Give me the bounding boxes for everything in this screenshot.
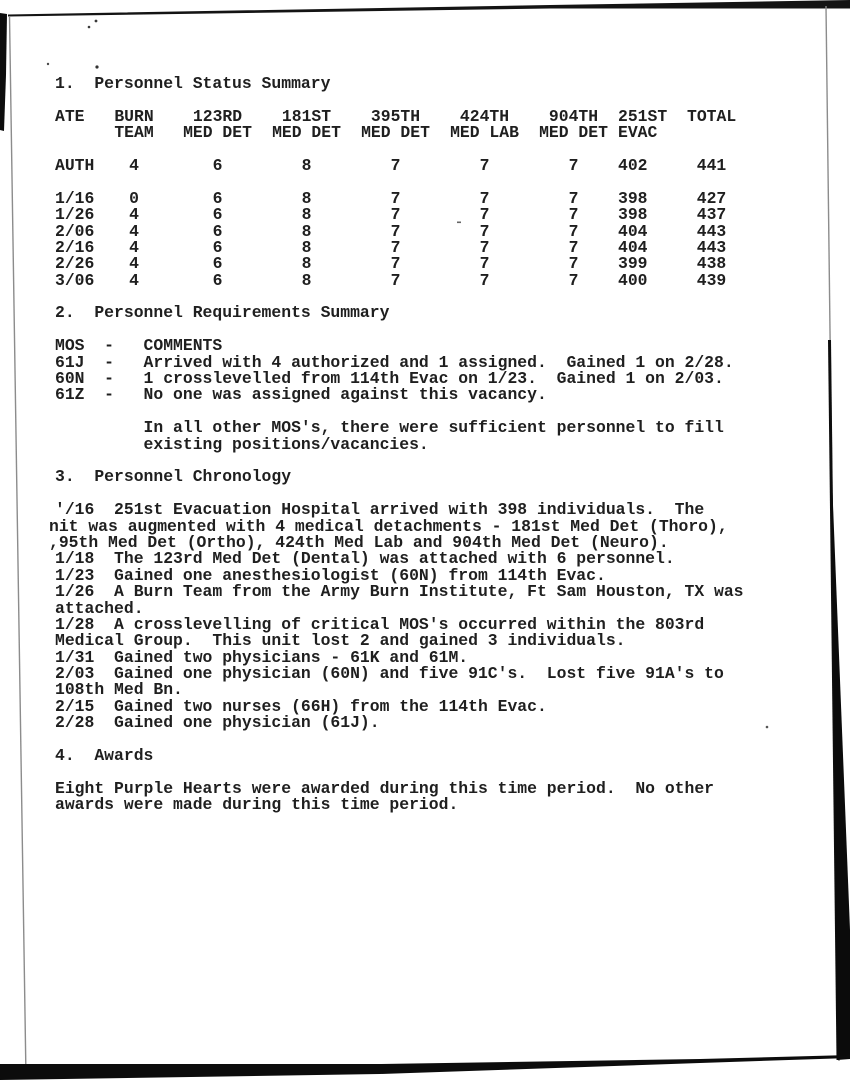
page-edge-left	[10, 16, 27, 1078]
text-line: 61J - Arrived with 4 authorized and 1 assigned. Gained 1 on 2/28.	[55, 352, 734, 372]
text-line: In all other MOS's, there were sufficient personnel to fill	[55, 418, 724, 438]
table-cell: 4	[129, 270, 139, 290]
table-cell: 438	[696, 254, 727, 274]
table-cell: 7	[390, 205, 401, 225]
table-cell: 7	[390, 254, 401, 274]
table-cell: 399	[618, 254, 648, 274]
text-line: '/16 251st Evacuation Hospital arrived with 398 individuals. The	[55, 500, 705, 520]
table-cell: 6	[212, 221, 223, 241]
text-line: Eight Purple Hearts were awarded during this time period. No other	[55, 778, 715, 798]
table-cell: AUTH	[55, 155, 95, 175]
scan-blob-left	[0, 13, 7, 131]
table-cell: 398	[618, 205, 648, 225]
table-cell: 3/06	[55, 270, 95, 290]
table-cell: 8	[301, 237, 312, 257]
table-cell: 6	[212, 155, 223, 175]
table-col-header: 123RD MED DET	[183, 106, 252, 143]
text-line: 2/28 Gained one physician (61J).	[55, 713, 380, 733]
table-col-header: 904TH MED DET	[539, 106, 608, 143]
table-cell: 439	[696, 270, 727, 290]
text-line: ,95th Med Det (Ortho), 424th Med Lab and 904th Med Det (Neuro).	[49, 532, 669, 552]
table-cell: 2/16	[55, 237, 95, 257]
personnel-status-table	[55, 106, 800, 290]
table-cell: 7	[479, 155, 490, 175]
table-col-header: 251ST EVAC	[618, 106, 668, 143]
speck	[88, 26, 91, 29]
table-cell: 8	[301, 254, 312, 274]
speck	[95, 20, 98, 23]
table-cell: 7	[479, 188, 490, 208]
scan-bar-bottom	[0, 1055, 850, 1080]
table-cell: 7	[390, 237, 401, 257]
table-cell: 7	[568, 205, 579, 225]
table-cell: 4	[129, 155, 139, 175]
text-line: 1/28 A crosslevelling of critical MOS's occurred within the 803rd	[55, 614, 705, 634]
table-cell: 4	[129, 205, 139, 225]
table-cell: 443	[696, 237, 727, 257]
text-line: 2/15 Gained two nurses (66H) from the 114th Evac.	[55, 696, 547, 716]
table-cell: 441	[696, 155, 727, 175]
text-line: attached.	[55, 598, 144, 618]
speck	[47, 63, 49, 65]
scan-edge-top	[8, 0, 850, 17]
text-line: Medical Group. This unit lost 2 and gained 3 individuals.	[55, 631, 626, 651]
table-cell: 4	[129, 254, 139, 274]
table-cell: 7	[390, 221, 401, 241]
table-cell: 400	[618, 270, 648, 290]
table-cell: 8	[301, 155, 312, 175]
table-cell: 427	[696, 188, 727, 208]
table-cell: 7	[390, 270, 401, 290]
table-cell: 4	[129, 221, 139, 241]
text-line: MOS - COMMENTS	[55, 336, 223, 356]
table-col-header: TOTAL	[687, 106, 737, 126]
table-cell: 6	[212, 205, 223, 225]
table-cell: 1/26	[55, 205, 95, 225]
section-3-heading: 3. Personnel Chronology	[55, 467, 292, 487]
table-col-header: ATE	[55, 106, 85, 126]
table-cell: 7	[479, 205, 490, 225]
section-4-heading: 4. Awards	[55, 746, 154, 766]
text-line: 60N - 1 crosslevelled from 114th Evac on 1/23. Gained 1 on 2/03.	[55, 369, 724, 389]
table-cell: 404	[618, 221, 648, 241]
table-col-header: 395TH MED DET	[361, 106, 430, 143]
table-cell: 6	[212, 237, 223, 257]
table-cell: 8	[301, 270, 312, 290]
document-body	[49, 74, 800, 815]
text-line: 2/03 Gained one physician (60N) and five 91C's. Lost five 91A's to	[55, 664, 724, 684]
blank-line	[55, 732, 800, 748]
text-line: awards were made during this time period.	[55, 795, 459, 815]
table-cell: 8	[301, 221, 312, 241]
table-cell: 437	[696, 205, 727, 225]
table-cell: 7	[568, 188, 579, 208]
table-cell: 402	[618, 155, 648, 175]
table-cell: 7	[390, 188, 401, 208]
text-line: 1/23 Gained one anesthesiologist (60N) from 114th Evac.	[55, 565, 606, 585]
table-cell: 1/16	[55, 188, 95, 208]
speck	[95, 65, 98, 68]
text-line: nit was augmented with 4 medical detachments - 181st Med Det (Thoro),	[49, 516, 728, 536]
table-cell: 7	[568, 237, 579, 257]
text-line: existing positions/vacancies.	[55, 434, 429, 454]
table-cell: 7	[568, 254, 579, 274]
text-line: 61Z - No one was assigned against this vacancy.	[55, 385, 547, 405]
table-cell: 7	[479, 270, 490, 290]
table-cell: 7	[479, 221, 490, 241]
text-line: 1/26 A Burn Team from the Army Burn Institute, Ft Sam Houston, TX was	[55, 582, 744, 602]
table-cell: 443	[696, 221, 727, 241]
table-cell: 7	[390, 155, 401, 175]
text-line: 1/18 The 123rd Med Det (Dental) was attached with 6 personnel.	[55, 549, 675, 569]
table-cell: 7	[568, 155, 579, 175]
table-cell: 6	[212, 254, 223, 274]
scan-band-right	[832, 480, 850, 1060]
table-cell: 2/06	[55, 221, 95, 241]
table-cell: 0	[129, 188, 139, 208]
table-cell: 8	[301, 188, 312, 208]
table-cell: 8	[301, 205, 312, 225]
page-edge-right	[826, 6, 839, 1061]
section-2-heading: 2. Personnel Requirements Summary	[55, 303, 390, 323]
table-cell: 7	[479, 254, 490, 274]
scan-edge-right-dark	[830, 340, 839, 1060]
table-cell: 2/26	[55, 254, 95, 274]
table-cell: 7	[568, 221, 579, 241]
table-cell: 6	[212, 270, 223, 290]
text-line: 108th Med Bn.	[55, 680, 183, 700]
table-cell: 4	[129, 237, 139, 257]
table-cell: 7	[479, 237, 490, 257]
table-col-header: BURN TEAM	[114, 106, 154, 143]
table-col-header: 181ST MED DET	[272, 106, 341, 143]
table-cell: 398	[618, 188, 648, 208]
table-cell: 6	[212, 188, 223, 208]
text-line: 1/31 Gained two physicians - 61K and 61M.	[55, 647, 469, 667]
section-1-heading: 1. Personnel Status Summary	[55, 74, 331, 93]
table-cell: 7	[568, 270, 579, 290]
table-cell: 404	[618, 237, 648, 257]
table-col-header: 424TH MED LAB	[450, 106, 519, 143]
